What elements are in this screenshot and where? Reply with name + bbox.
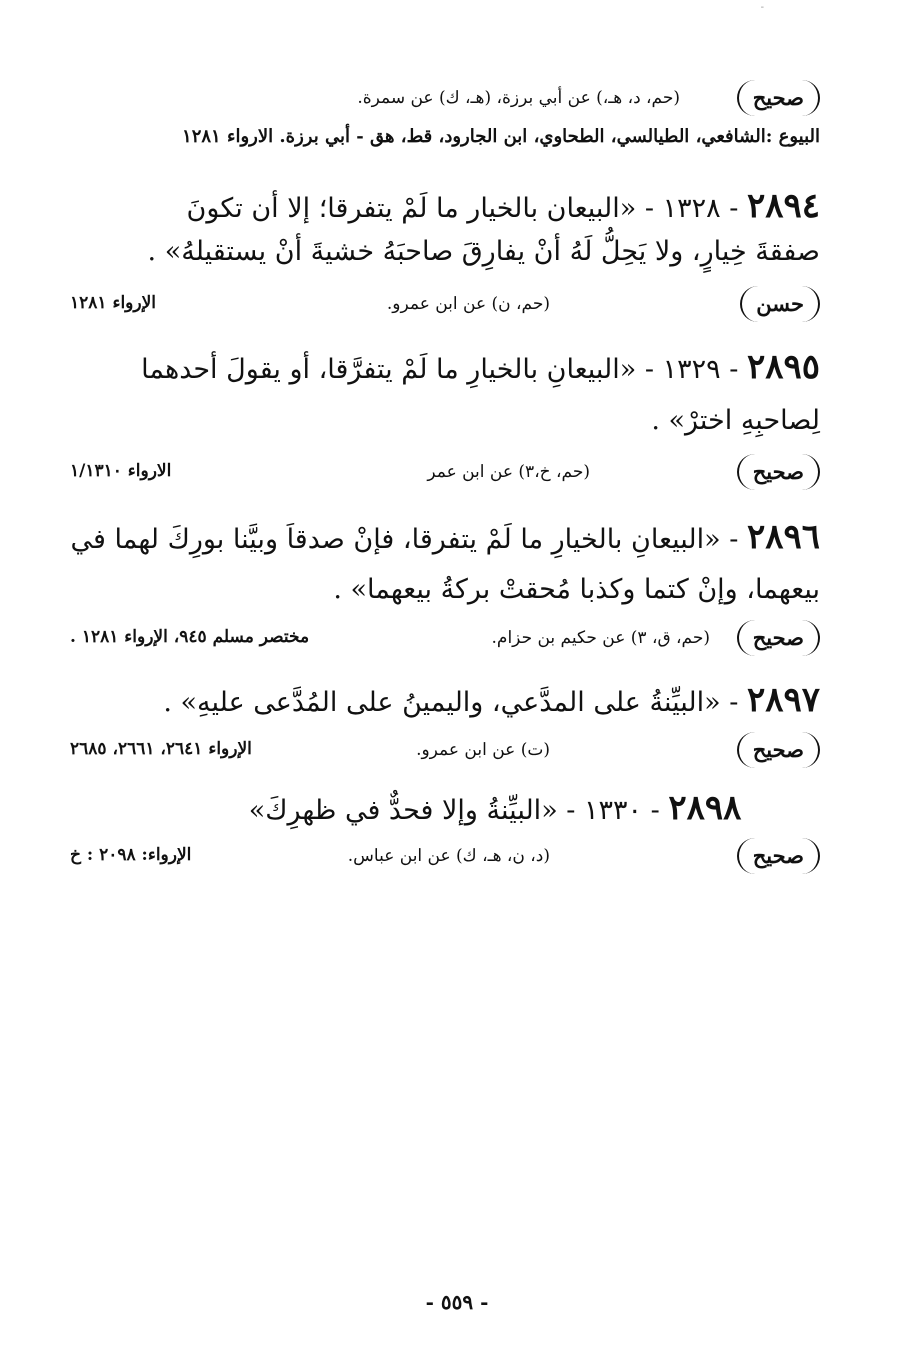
irwa-reference: مختصر مسلم ٩٤٥، الإرواء ١٢٨١ . <box>70 627 310 647</box>
grade-badge: صحيح <box>737 838 820 874</box>
grade-badge: صحيح <box>737 454 820 490</box>
hadith-sub-number: ١٣٢٩ <box>662 354 721 385</box>
source-attribution: (ت) عن ابن عمرو. <box>416 740 550 760</box>
irwa-reference: الإرواء: ٢٠٩٨ : خ <box>70 845 192 865</box>
irwa-reference: الارواء ١/١٣١٠ <box>70 461 172 481</box>
top-mark: - <box>760 2 764 13</box>
hadith-line: ٢٨٩٦ - «البيعانِ بالخيارِ ما لَمْ يتفرقا، فإنْ صدقاَ وبيَّنا بورِكَ لهما في <box>70 517 820 557</box>
hadith-text-continued: لِصاحبِهِ اخترْ» . <box>651 405 820 436</box>
grade-badge: حسن <box>740 286 820 322</box>
grade-badge: صحيح <box>737 80 820 116</box>
hadith-text: «البيعان بالخيار ما لَمْ يتفرقا؛ إلا أن تكونَ <box>186 193 637 224</box>
grade-line <box>70 454 820 494</box>
hadith-number: ٢٨٩٦ <box>746 517 820 557</box>
source-attribution: (د، ن، هـ، ك) عن ابن عباس. <box>347 846 550 866</box>
hadith-text: «البيِّنةُ على المدَّعي، واليمينُ على المُدَّعى عليهِ» . <box>163 687 721 718</box>
hadith-line: ٢٨٩٧ - «البيِّنةُ على المدَّعي، واليمينُ على المُدَّعى عليهِ» . <box>163 680 820 720</box>
grade-line <box>70 732 820 772</box>
grade-badge: صحيح <box>737 732 820 768</box>
hadith-number: ٢٨٩٨ <box>668 788 742 828</box>
grade-line <box>70 620 820 660</box>
grade-line <box>70 838 820 878</box>
grade-line <box>70 80 820 120</box>
hadith-line: ٢٨٩٤ - ١٣٢٨ - «البيعان بالخيار ما لَمْ يتفرقا؛ إلا أن تكونَ <box>186 186 820 226</box>
hadith-text-continued: بيعهما، وإنْ كتما وكذبا مُحقتْ بركةُ بيعهما» . <box>333 574 820 605</box>
page-number: - ٥٥٩ - <box>425 1290 489 1314</box>
source-attribution: (حم، خ،٣) عن ابن عمر <box>427 462 590 482</box>
hadith-number: ٢٨٩٤ <box>746 186 820 226</box>
hadith-text: «البيعانِ بالخيارِ ما لَمْ يتفرقا، فإنْ صدقاَ وبيَّنا بورِكَ لهما في <box>70 524 721 555</box>
grade-badge: صحيح <box>737 620 820 656</box>
hadith-text: «البيعانِ بالخيارِ ما لَمْ يتفرَّقا، أو يقولَ أحدهما <box>141 354 637 385</box>
hadith-number: ٢٨٩٧ <box>746 680 820 720</box>
hadith-sub-number: ١٣٣٠ <box>584 795 643 826</box>
additional-references: البيوع :الشافعي، الطيالسي، الطحاوي، ابن الجارود، قط، هق - أبي برزة. الارواء ١٢٨١ <box>182 126 820 147</box>
hadith-text-continued: صفقةَ خِيارٍ، ولا يَحِلُّ لَهُ أنْ يفارِقَ صاحبَهُ خشيةَ أنْ يستقيلهُ» . <box>147 236 820 267</box>
source-attribution: (حم، د، هـ،) عن أبي برزة، (هـ، ك) عن سمرة. <box>357 88 680 108</box>
source-attribution: (حم، ن) عن ابن عمرو. <box>386 294 550 314</box>
hadith-number: ٢٨٩٥ <box>746 347 820 387</box>
hadith-line: ٢٨٩٨ - ١٣٣٠ - «البيِّنةُ وإلا فحدٌّ في ظهرِكَ» <box>248 788 742 828</box>
source-attribution: (حم، ق، ٣) عن حكيم بن حزام. <box>491 628 710 648</box>
hadith-line: ٢٨٩٥ - ١٣٢٩ - «البيعانِ بالخيارِ ما لَمْ يتفرَّقا، أو يقولَ أحدهما <box>141 347 820 387</box>
hadith-text: «البيِّنةُ وإلا فحدٌّ في ظهرِكَ» <box>248 795 558 826</box>
irwa-reference: الإرواء ١٢٨١ <box>70 293 157 313</box>
hadith-sub-number: ١٣٢٨ <box>662 193 721 224</box>
grade-line <box>70 286 820 326</box>
irwa-reference: الإرواء ٢٦٤١، ٢٦٦١، ٢٦٨٥ <box>70 739 252 759</box>
